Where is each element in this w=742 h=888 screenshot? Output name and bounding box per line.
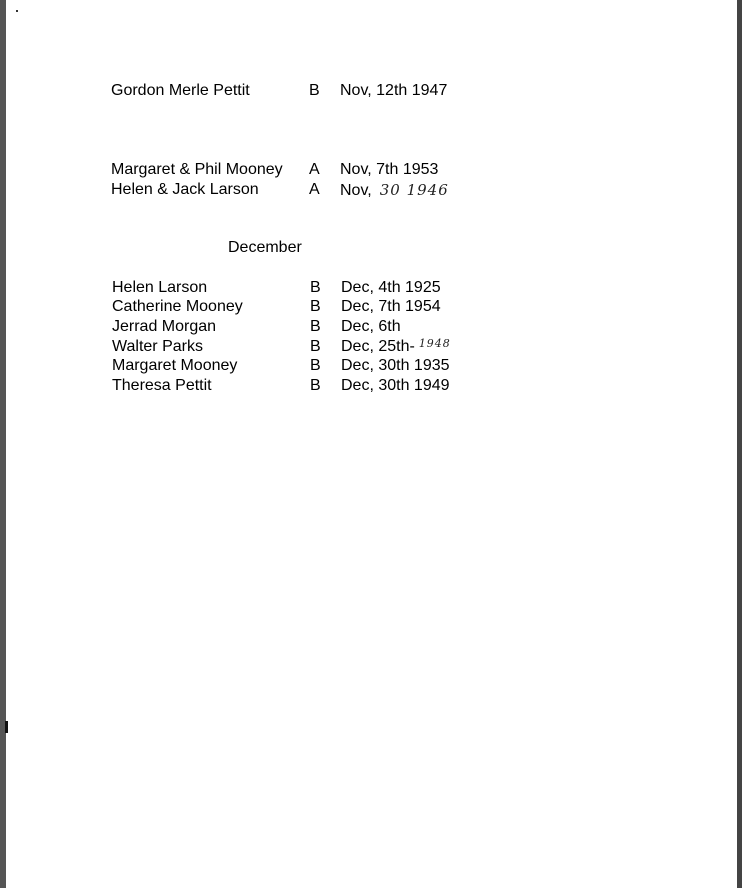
entry-name: Helen & Jack Larson <box>111 181 259 198</box>
entry-date: Nov, 7th 1953 <box>340 161 439 178</box>
entry-date: Dec, 7th 1954 <box>341 298 441 315</box>
entry-date: Nov, 12th 1947 <box>340 82 448 99</box>
entry-code: B <box>310 298 321 315</box>
entry-code: A <box>309 181 320 198</box>
entry-name: Margaret & Phil Mooney <box>111 161 283 178</box>
entry-code: B <box>310 357 321 374</box>
page-left-border <box>0 0 6 888</box>
page-right-border <box>737 0 742 888</box>
handwritten-year: 1948 <box>418 337 451 350</box>
entry-name: Catherine Mooney <box>112 298 243 315</box>
entry-date <box>340 180 449 201</box>
entry-code: B <box>310 279 321 296</box>
entry-date <box>341 337 451 358</box>
entry-code: A <box>309 161 320 178</box>
entry-code: B <box>310 338 321 355</box>
entry-date: Dec, 30th 1935 <box>341 357 450 374</box>
entry-code: B <box>310 318 321 335</box>
entry-date: Dec, 30th 1949 <box>341 377 450 394</box>
entry-code: B <box>309 82 320 99</box>
entry-name: Theresa Pettit <box>112 377 212 394</box>
handwritten-year: 30 1946 <box>379 181 449 199</box>
entry-name: Jerrad Morgan <box>112 318 217 335</box>
entry-date-typed: Dec, 25th- <box>341 338 415 355</box>
entry-code: B <box>310 377 321 394</box>
entry-name: Walter Parks <box>112 338 203 355</box>
entry-name: Gordon Merle Pettit <box>111 82 250 99</box>
scan-speck <box>16 10 18 12</box>
scan-mark <box>5 721 8 733</box>
entry-date-typed: Nov, <box>340 182 372 199</box>
section-heading-december: December <box>228 239 302 256</box>
entry-name: Helen Larson <box>112 279 208 296</box>
entry-date: Dec, 4th 1925 <box>341 279 441 296</box>
entry-name: Margaret Mooney <box>112 357 238 374</box>
entry-date: Dec, 6th <box>341 318 401 335</box>
